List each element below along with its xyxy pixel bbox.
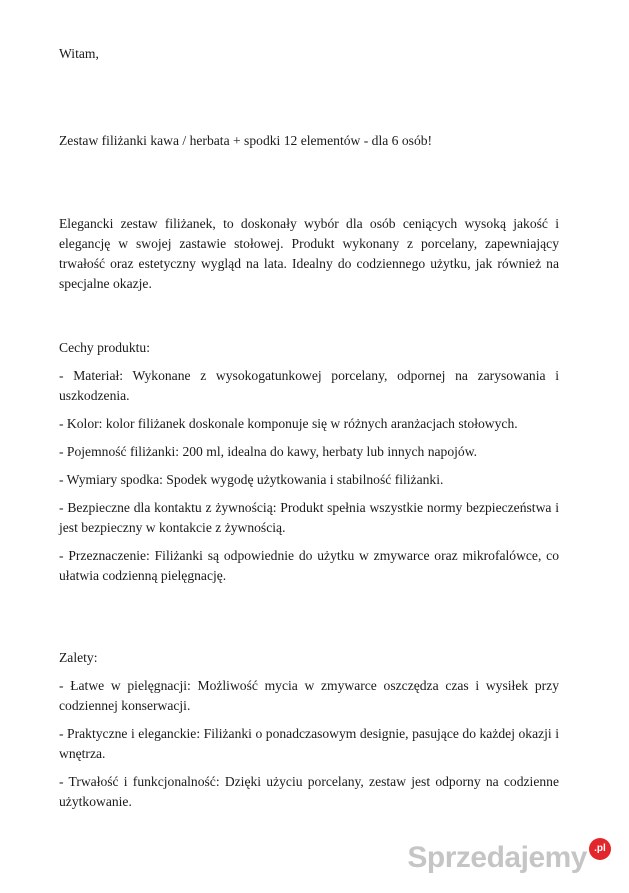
list-item: - Kolor: kolor filiżanek doskonale komponuje się w różnych aranżacjach stołowych. [59,416,518,431]
sprzedajemy-watermark [407,841,611,875]
watermark-badge: .pl [589,838,611,860]
intro-paragraph: Elegancki zestaw filiżanek, to doskonały wybór dla osób ceniących wysoką jakość i elegancję w swojej zastawie stołowej. Produkt wykonany z porcelany, zapewniający trwałość oraz estetyczny wygląd na lata. Idealny do codziennego użytku, jak również na specjalne okazje. [59,216,559,291]
list-item: - Bezpieczne dla kontaktu z żywnością: Produkt spełnia wszystkie normy bezpieczeństwa i jest bezpieczny w kontakcie z żywnością. [59,500,559,535]
product-title: Zestaw filiżanki kawa / herbata + spodki 12 elementów - dla 6 osób! [59,133,433,148]
advantages-heading: Zalety: [59,650,98,665]
features-heading: Cechy produktu: [59,340,150,355]
list-item: - Wymiary spodka: Spodek wygodę użytkowania i stabilność filiżanki. [59,472,444,487]
list-item: - Trwałość i funkcjonalność: Dzięki użyciu porcelany, zestaw jest odporny na codzienne użytkowanie. [59,774,559,809]
list-item: - Praktyczne i eleganckie: Filiżanki o ponadczasowym designie, pasujące do każdej okazji i wnętrza. [59,726,559,761]
features-list [59,366,559,594]
list-item: - Materiał: Wykonane z wysokogatunkowej porcelany, odpornej na zarysowania i uszkodzenia. [59,368,559,403]
list-item: - Łatwe w pielęgnacji: Możliwość mycia w zmywarce oszczędza czas i wysiłek przy codziennej konserwacji. [59,678,559,713]
advantages-list [59,676,559,820]
list-item: - Pojemność filiżanki: 200 ml, idealna do kawy, herbaty lub innych napojów. [59,444,478,459]
greeting: Witam, [59,46,99,61]
list-item: - Przeznaczenie: Filiżanki są odpowiednie do użytku w zmywarce oraz mikrofalówce, co ułatwia codzienną pielęgnację. [59,548,559,583]
watermark-text: Sprzedajemy [407,841,587,874]
